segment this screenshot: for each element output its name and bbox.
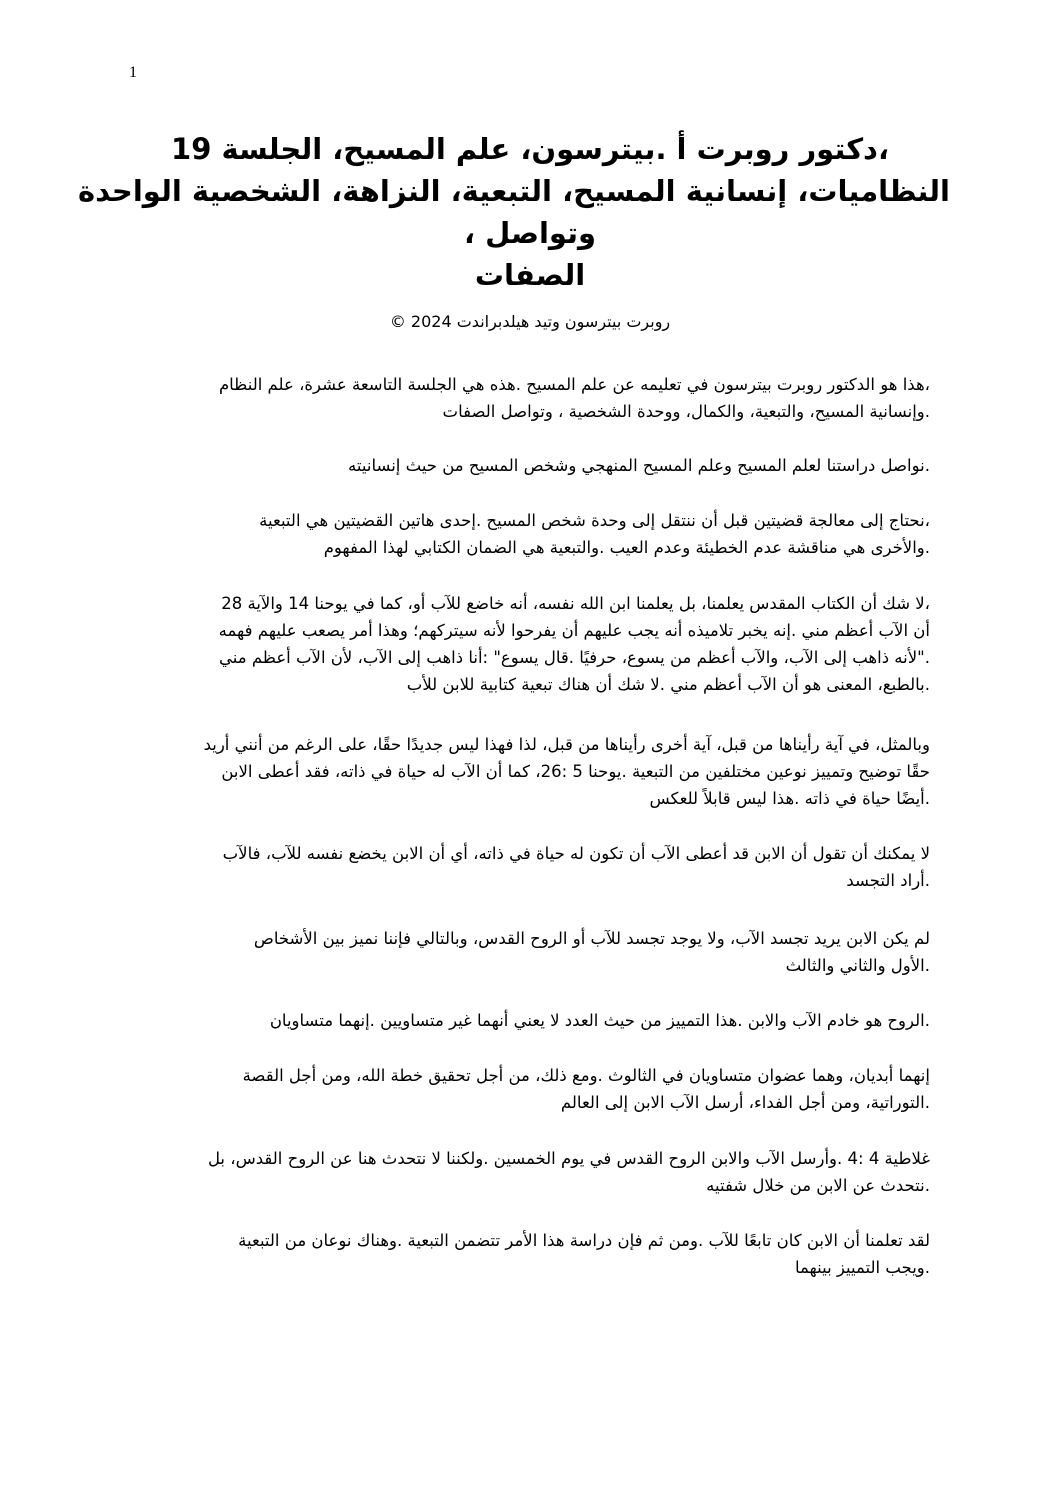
page-number: 1 <box>129 64 137 81</box>
title-line: وتواصل ، <box>463 216 597 250</box>
paragraph-line: لا يمكنك أن تقول أن الابن قد أعطى الآب أن تكون له حياة في ذاته، أي أن الابن يخضع نفسه للآب، فالآب <box>222 844 930 863</box>
paragraph <box>130 452 930 479</box>
paragraph <box>130 1007 930 1034</box>
paragraph-line: ،نحتاج إلى معالجة قضيتين قبل أن ننتقل إلى وحدة شخص المسيح .إحدى هاتين القضيتين هي التبعية <box>259 511 930 530</box>
paragraph-line: .أراد التجسد <box>846 871 930 890</box>
paragraph <box>130 590 930 698</box>
paragraph-line: .نتحدث عن الابن من خلال شفتيه <box>706 1176 930 1195</box>
paragraph <box>130 507 930 561</box>
paragraph-line: إنهما أبديان، وهما عضوان متساويان في الثالوث .ومع ذلك، من أجل تحقيق خطة الله، ومن أجل القصة <box>242 1066 930 1085</box>
paragraph-line: .الأول والثاني والثالث <box>785 956 930 975</box>
paragraph <box>130 1062 930 1116</box>
paragraph <box>130 925 930 979</box>
paragraph-line: .وإنسانية المسيح، والتبعية، والكمال، ووحدة الشخصية ، وتواصل الصفات <box>442 402 930 421</box>
paragraph-line: وبالمثل، في آية رأيناها من قبل، آية أخرى رأيناها من قبل، لذا فهذا ليس جديدًا حقًا، على الرغم من أنني أريد <box>203 735 930 754</box>
paragraph-line: .ويجب التمييز بينهما <box>794 1258 930 1277</box>
title-line: ،دكتور روبرت أ .بيترسون، علم المسيح، الجلسة 19 <box>171 132 889 166</box>
paragraph-line: .التوراتية، ومن أجل الفداء، أرسل الآب الابن إلى العالم <box>560 1093 930 1112</box>
paragraph-line: .بالطبع، المعنى هو أن الآب أعظم مني .لا شك أن هناك تبعية كتابية للابن للأب <box>406 675 930 694</box>
document-title <box>78 128 950 296</box>
paragraph-line: .نواصل دراستنا لعلم المسيح وعلم المسيح المنهجي وشخص المسيح من حيث إنسانيته <box>348 456 930 475</box>
paragraph-line: ،لا شك أن الكتاب المقدس يعلمنا، بل يعلمنا ابن الله نفسه، أنه خاضع للآب أو، كما في يوحنا 14 والآية 28 <box>221 594 930 613</box>
paragraph-line: ،هذا هو الدكتور روبرت بيترسون في تعليمه عن علم المسيح .هذه هي الجلسة التاسعة عشرة، علم النظام <box>218 375 930 394</box>
paragraph-line: حقًا توضيح وتمييز نوعين مختلفين من التبعية .يوحنا 5 :26، كما أن الآب له حياة في ذاته، فقد أعطى الابن <box>221 762 930 781</box>
paragraph-line: لقد تعلمنا أن الابن كان تابعًا للآب .ومن ثم فإن دراسة هذا الأمر تتضمن التبعية .وهناك نوعان من التبعية <box>238 1231 930 1250</box>
paragraph-line: .أيضًا حياة في ذاته .هذا ليس قابلاً للعكس <box>649 789 930 808</box>
paragraph <box>130 1145 930 1199</box>
paragraph-line: .الروح هو خادم الآب والابن .هذا التمييز من حيث العدد لا يعني أنهما غير متساويين .إنهما متساويان <box>269 1011 930 1030</box>
paragraph-line: .والأخرى هي مناقشة عدم الخطيئة وعدم العيب .والتبعية هي الضمان الكتابي لهذا المفهوم <box>323 538 930 557</box>
paragraph-line: لم يكن الابن يريد تجسد الآب، ولا يوجد تجسد للآب أو الروح القدس، وبالتالي فإننا نميز بين الأشخاص <box>253 929 930 948</box>
paragraph-line: غلاطية 4 :4 .وأرسل الآب والابن الروح القدس في يوم الخمسين .ولكننا لا نتحدث هنا عن الروح القدس، بل <box>207 1149 930 1168</box>
paragraph <box>130 1227 930 1281</box>
copyright-notice: روبرت بيترسون وتيد هيلدبراندت 2024 © <box>389 312 671 331</box>
paragraph <box>130 731 930 812</box>
paragraph-line: ."لأنه ذاهب إلى الآب، والآب أعظم من يسوع، حرفيًا .قال يسوع" :أنا ذاهب إلى الآب، لأن الآب أعظم مني <box>219 648 930 667</box>
paragraph <box>130 371 930 425</box>
paragraph-line: أن الآب أعظم مني .إنه يخبر تلاميذه أنه يجب عليهم أن يفرحوا لأنه سيتركهم؛ وهذا أمر يصعب عليهم فهمه <box>218 621 930 640</box>
title-line: النظاميات، إنسانية المسيح، التبعية، النزاهة، الشخصية الواحدة <box>78 174 950 208</box>
title-line: الصفات <box>474 258 586 292</box>
paragraph <box>130 840 930 894</box>
